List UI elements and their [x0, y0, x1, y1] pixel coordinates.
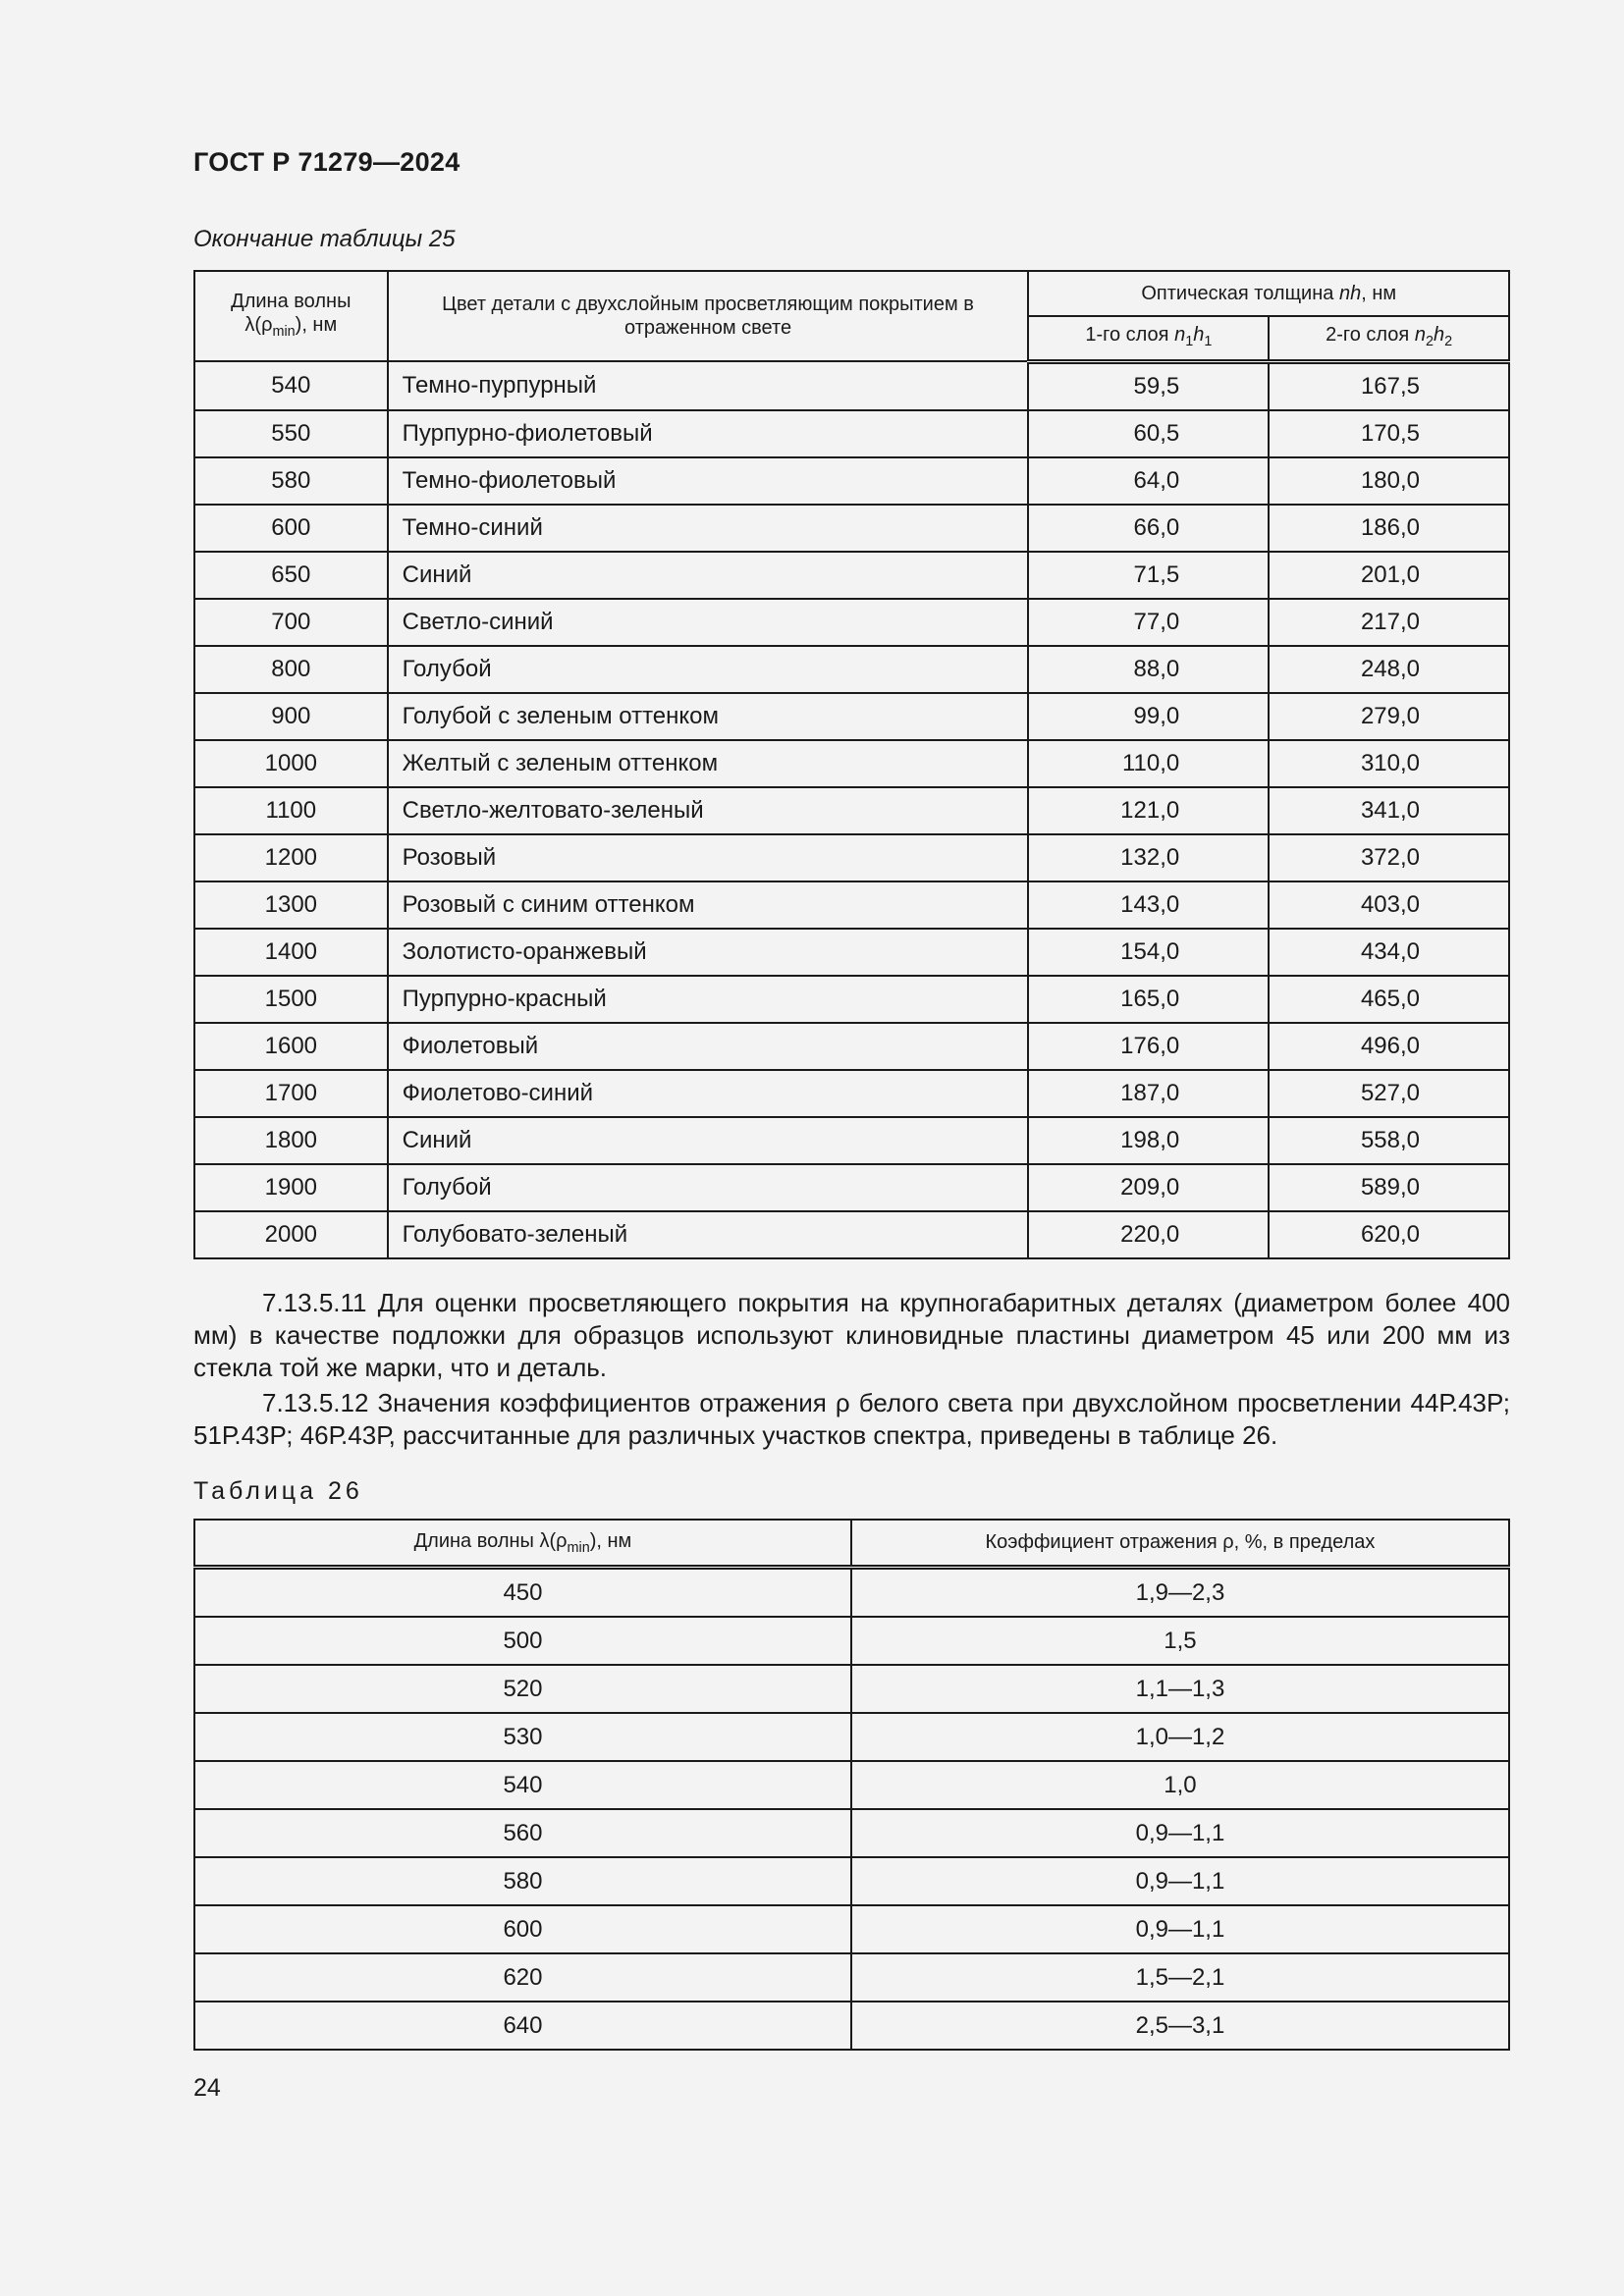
table-cell: 217,0	[1269, 599, 1509, 646]
paragraph-7-13-5-11: 7.13.5.11 Для оценки просветляющего покрытия на крупногабаритных деталях (диаметром более 400 мм) в качестве подложки для образцов используют клиновидные пластины диаметром 45 или 200 мм из стекла той же марки, что и деталь.	[193, 1288, 1510, 1382]
table-cell: Золотисто-оранжевый	[388, 929, 1029, 976]
table-cell: 77,0	[1028, 599, 1269, 646]
table-cell: Синий	[388, 552, 1029, 599]
table-cell: 1,0—1,2	[851, 1713, 1509, 1761]
table-row	[194, 881, 1509, 929]
table-cell: 1,5—2,1	[851, 1953, 1509, 2002]
table-cell: 900	[194, 693, 388, 740]
table-cell: 1300	[194, 881, 388, 929]
table-cell: 248,0	[1269, 646, 1509, 693]
table-row	[194, 599, 1509, 646]
table-row	[194, 929, 1509, 976]
color-header: Цвет детали с двухслойным просветляющим покрытием в отраженном свете	[388, 271, 1029, 361]
reflection-coefficient-header: Коэффициент отражения ρ, %, в пределах	[851, 1520, 1509, 1568]
table-cell: Темно-пурпурный	[388, 361, 1029, 410]
table-cell: 167,5	[1269, 361, 1509, 410]
table-row	[194, 1713, 1509, 1761]
table-cell: 1,1—1,3	[851, 1665, 1509, 1713]
table-row	[194, 1809, 1509, 1857]
table-cell: 527,0	[1269, 1070, 1509, 1117]
table-cell: 540	[194, 1761, 851, 1809]
table-row	[194, 1568, 1509, 1618]
table-cell: 187,0	[1028, 1070, 1269, 1117]
table-cell: 500	[194, 1617, 851, 1665]
table-cell: 143,0	[1028, 881, 1269, 929]
table-cell: 59,5	[1028, 361, 1269, 410]
table-cell: 1800	[194, 1117, 388, 1164]
table-row	[194, 740, 1509, 787]
table-cell: 64,0	[1028, 457, 1269, 505]
table-cell: 66,0	[1028, 505, 1269, 552]
table-26-caption: Таблица 26	[193, 1477, 363, 1505]
table-cell: 372,0	[1269, 834, 1509, 881]
table-row	[194, 1953, 1509, 2002]
table-cell: 558,0	[1269, 1117, 1509, 1164]
table-cell: 700	[194, 599, 388, 646]
paragraph-7-13-5-12: 7.13.5.12 Значения коэффициентов отражения ρ белого света при двухслойном просветлении 44Р.43Р; 51Р.43Р; 46Р.43Р, рассчитанные для различных участков спектра, приведены в таблице 26.	[193, 1388, 1510, 1450]
table-cell: 88,0	[1028, 646, 1269, 693]
table-cell: Фиолетовый	[388, 1023, 1029, 1070]
table-26-body	[194, 1568, 1509, 2051]
table-row	[194, 1164, 1509, 1211]
table-cell: 209,0	[1028, 1164, 1269, 1211]
table-row	[194, 1617, 1509, 1665]
table-cell: 71,5	[1028, 552, 1269, 599]
wave-length-header: Длина волны $\lambda(\rho_{min})$, нм	[194, 1520, 851, 1568]
table-cell: 540	[194, 361, 388, 410]
table-cell: 530	[194, 1713, 851, 1761]
table-cell: 403,0	[1269, 881, 1509, 929]
table-cell: 1400	[194, 929, 388, 976]
table-cell: 465,0	[1269, 976, 1509, 1023]
table-cell: Розовый с синим оттенком	[388, 881, 1029, 929]
table-cell: 1200	[194, 834, 388, 881]
table-cell: 580	[194, 457, 388, 505]
table-row	[194, 1665, 1509, 1713]
table-cell: Пурпурно-красный	[388, 976, 1029, 1023]
table-row	[194, 1211, 1509, 1258]
table-cell: 279,0	[1269, 693, 1509, 740]
table-cell: 1,9—2,3	[851, 1568, 1509, 1618]
table-cell: 580	[194, 1857, 851, 1905]
table-cell: 60,5	[1028, 410, 1269, 457]
table-cell: 496,0	[1269, 1023, 1509, 1070]
table-cell: 154,0	[1028, 929, 1269, 976]
table-cell: 201,0	[1269, 552, 1509, 599]
table-cell: Голубой	[388, 646, 1029, 693]
layer2-header: 2-го слоя $n_2h_2$	[1269, 316, 1509, 361]
table-26	[193, 1519, 1510, 2051]
table-cell: 99,0	[1028, 693, 1269, 740]
table-cell: Желтый с зеленым оттенком	[388, 740, 1029, 787]
table-25-body	[194, 361, 1509, 1258]
table-cell: 121,0	[1028, 787, 1269, 834]
table-cell: Розовый	[388, 834, 1029, 881]
table-cell: 165,0	[1028, 976, 1269, 1023]
page-number: 24	[193, 2074, 221, 2102]
table-cell: 198,0	[1028, 1117, 1269, 1164]
table-cell: 310,0	[1269, 740, 1509, 787]
table-cell: 1900	[194, 1164, 388, 1211]
table-row	[194, 361, 1509, 410]
table-cell: Пурпурно-фиолетовый	[388, 410, 1029, 457]
document-header: ГОСТ Р 71279—2024	[193, 147, 460, 177]
table-cell: 800	[194, 646, 388, 693]
table-cell: 110,0	[1028, 740, 1269, 787]
table-cell: 2000	[194, 1211, 388, 1258]
table-25-caption: Окончание таблицы 25	[193, 226, 456, 252]
table-cell: 1700	[194, 1070, 388, 1117]
table-cell: 180,0	[1269, 457, 1509, 505]
table-cell: 589,0	[1269, 1164, 1509, 1211]
thickness-header: Оптическая толщина nh, нм	[1028, 271, 1509, 316]
table-cell: 450	[194, 1568, 851, 1618]
table-row	[194, 834, 1509, 881]
table-cell: 2,5—3,1	[851, 2002, 1509, 2050]
table-cell: 620,0	[1269, 1211, 1509, 1258]
table-cell: 620	[194, 1953, 851, 2002]
table-25	[193, 270, 1510, 1259]
table-row	[194, 1023, 1509, 1070]
table-row	[194, 2002, 1509, 2050]
table-cell: 1500	[194, 976, 388, 1023]
table-cell: 600	[194, 505, 388, 552]
table-cell: Темно-фиолетовый	[388, 457, 1029, 505]
table-cell: 520	[194, 1665, 851, 1713]
table-row	[194, 976, 1509, 1023]
table-cell: 341,0	[1269, 787, 1509, 834]
table-cell: 0,9—1,1	[851, 1809, 1509, 1857]
table-cell: Голубой	[388, 1164, 1029, 1211]
wave-length-header: Длина волны $\lambda(\rho_{min})$, нм	[194, 271, 388, 361]
table-cell: 0,9—1,1	[851, 1905, 1509, 1953]
table-row	[194, 1070, 1509, 1117]
table-cell: Голубой с зеленым оттенком	[388, 693, 1029, 740]
table-row	[194, 787, 1509, 834]
table-cell: 132,0	[1028, 834, 1269, 881]
table-cell: 600	[194, 1905, 851, 1953]
table-cell: 1,5	[851, 1617, 1509, 1665]
table-cell: 170,5	[1269, 410, 1509, 457]
table-row	[194, 505, 1509, 552]
table-cell: 560	[194, 1809, 851, 1857]
table-cell: Светло-желтовато-зеленый	[388, 787, 1029, 834]
layer1-header: 1-го слоя $n_1h_1$	[1028, 316, 1269, 361]
table-cell: Фиолетово-синий	[388, 1070, 1029, 1117]
table-cell: Светло-синий	[388, 599, 1029, 646]
table-row	[194, 1761, 1509, 1809]
table-cell: 1000	[194, 740, 388, 787]
table-cell: 186,0	[1269, 505, 1509, 552]
table-row	[194, 1117, 1509, 1164]
table-cell: 220,0	[1028, 1211, 1269, 1258]
table-row	[194, 693, 1509, 740]
table-cell: Темно-синий	[388, 505, 1029, 552]
table-row	[194, 1905, 1509, 1953]
table-cell: 1100	[194, 787, 388, 834]
table-cell: 1,0	[851, 1761, 1509, 1809]
table-cell: Голубовато-зеленый	[388, 1211, 1029, 1258]
table-cell: Синий	[388, 1117, 1029, 1164]
table-row	[194, 1857, 1509, 1905]
table-row	[194, 552, 1509, 599]
table-cell: 434,0	[1269, 929, 1509, 976]
table-cell: 550	[194, 410, 388, 457]
table-row	[194, 410, 1509, 457]
table-cell: 0,9—1,1	[851, 1857, 1509, 1905]
table-cell: 176,0	[1028, 1023, 1269, 1070]
table-cell: 640	[194, 2002, 851, 2050]
table-cell: 650	[194, 552, 388, 599]
table-row	[194, 457, 1509, 505]
table-row	[194, 646, 1509, 693]
table-cell: 1600	[194, 1023, 388, 1070]
